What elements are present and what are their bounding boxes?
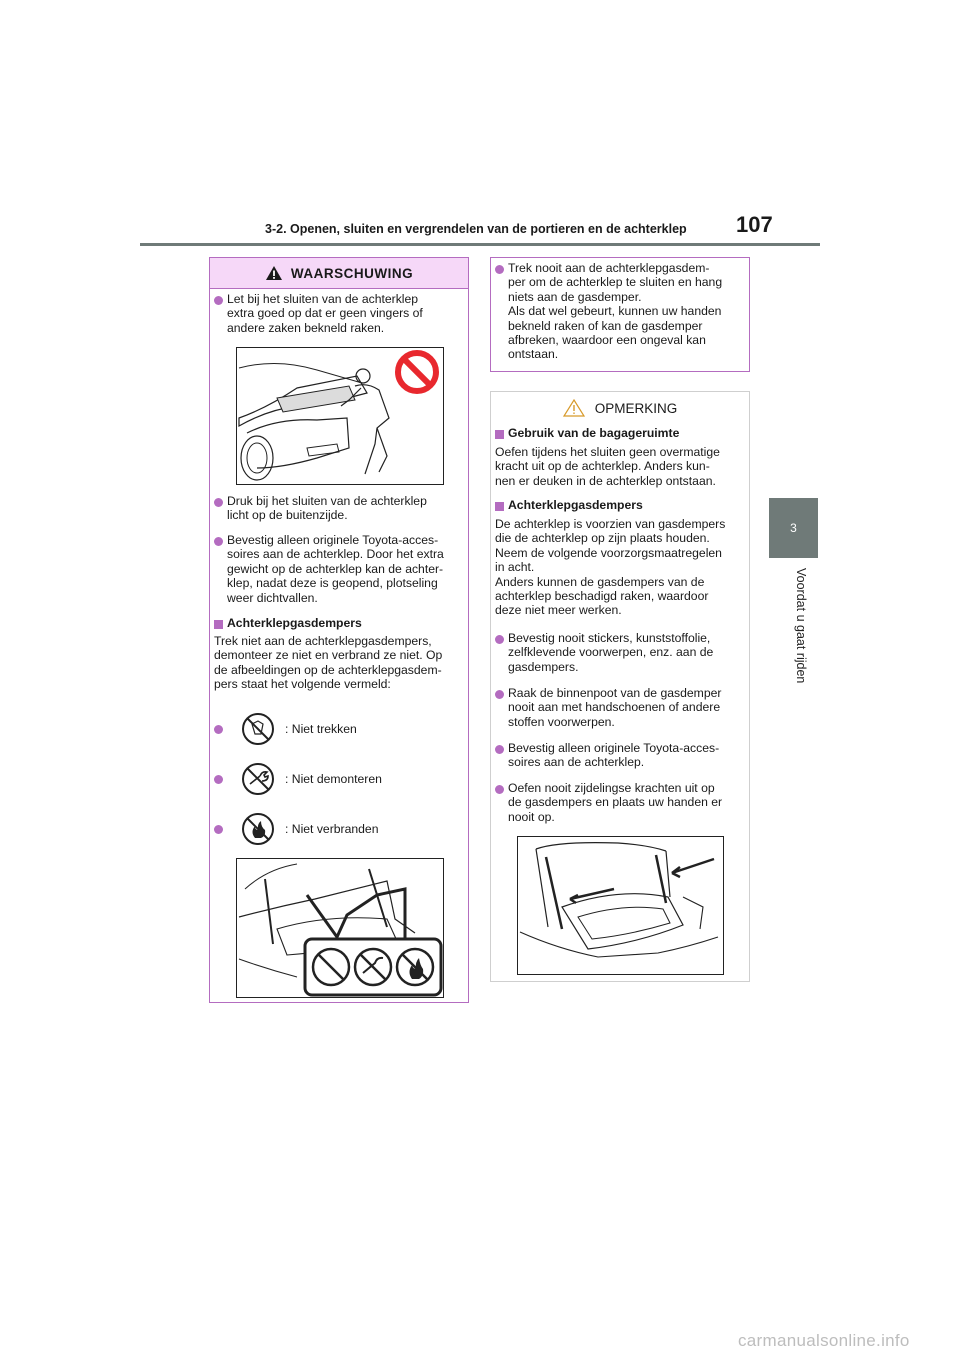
warning-section-title: Achterklepgasdempers <box>227 616 362 630</box>
page-header-title: 3-2. Openen, sluiten en vergrendelen van de portieren en de achterklep <box>265 222 687 236</box>
footer-watermark: carmanualsonline.info <box>738 1331 910 1350</box>
bullet-dot <box>495 785 504 794</box>
bullet-dot <box>495 690 504 699</box>
no-burn-symbol-icon <box>241 812 275 846</box>
bullet-dot <box>214 825 223 834</box>
warning-bullet-3: Bevestig alleen originele Toyota-acces- soires aan de achterklep. Door het extra gewicht op de achterklep kan de achter- klep, nadat deze is geopend, plotseling weer dichtvallen. <box>227 533 444 605</box>
symbol-label-burn: : Niet verbranden <box>285 822 379 836</box>
section-marker <box>214 620 223 629</box>
note-section-2-body: De achterklep is voorzien van gasdempers die de achterklep op zijn plaats houden. Neem de volgende voorzorgsmaatregelen in acht. Anders kunnen de gasdempers van de achterklep beschadigd raken, waardoor deze niet meer werken. <box>495 517 726 618</box>
note-section-1-body: Oefen tijdens het sluiten geen overmatige kracht uit op de achterklep. Anders kun- nen er deuken in de achterklep ontstaan. <box>495 445 720 488</box>
note-bullet-1: Bevestig nooit stickers, kunststoffolie, zelfklevende voorwerpen, enz. aan de gasdempers. <box>508 631 714 674</box>
note-section-2-title: Achterklepgasdempers <box>508 498 643 512</box>
note-bullet-2: Raak de binnenpoot van de gasdemper nooit aan met handschoenen of andere stoffen voorwerpen. <box>508 686 722 729</box>
bullet-dot <box>495 265 504 274</box>
warning-heading: WAARSCHUWING <box>290 265 414 281</box>
bullet-dot <box>214 498 223 507</box>
tailgate-closing-illustration <box>236 347 444 485</box>
warning-bullet-1: Let bij het sluiten van de achterklep extra goed op dat er geen vingers of andere zaken bekneld raken. <box>227 292 423 335</box>
note-bullet-3: Bevestig alleen originele Toyota-acces- soires aan de achterklep. <box>508 741 720 770</box>
note-section-1-title: Gebruik van de bagageruimte <box>508 426 680 440</box>
no-pull-symbol-icon <box>241 712 275 746</box>
chapter-tab: 3 <box>769 498 818 558</box>
bullet-dot <box>495 745 504 754</box>
warning-triangle-icon <box>265 265 283 281</box>
symbol-label-pull: : Niet trekken <box>285 722 357 736</box>
header-divider <box>140 243 820 246</box>
bullet-dot <box>214 296 223 305</box>
note-heading: OPMERKING <box>594 400 678 416</box>
note-header <box>491 393 749 423</box>
no-disassemble-symbol-icon <box>241 762 275 796</box>
page-number: 107 <box>736 212 773 237</box>
open-trunk-struts-illustration <box>517 836 724 975</box>
bullet-dot <box>214 775 223 784</box>
caution-triangle-icon <box>563 399 585 417</box>
warning-section-body: Trek niet aan de achterklepgasdempers, demonteer ze niet en verbrand ze niet. Op de afbeeldingen op de achterklepgasdem- pers staat het volgende vermeld: <box>214 634 443 692</box>
warning-header <box>210 258 468 289</box>
symbol-label-disassemble: : Niet demonteren <box>285 772 382 786</box>
bullet-dot <box>495 635 504 644</box>
gas-strut-labels-illustration <box>236 858 444 998</box>
chapter-side-label: Voordat u gaat rijden <box>794 568 808 684</box>
note-bullet-4: Oefen nooit zijdelingse krachten uit op de gasdempers en plaats uw handen er nooit op. <box>508 781 723 824</box>
warning-bullet-2: Druk bij het sluiten van de achterklep licht op de buitenzijde. <box>227 494 427 523</box>
bullet-dot <box>214 725 223 734</box>
section-marker <box>495 430 504 439</box>
bullet-dot <box>214 537 223 546</box>
warning-continued-bullet: Trek nooit aan de achterklepgasdem- per om de achterklep te sluiten en hang niets aan de gasdemper. Als dat wel gebeurt, kunnen uw handen bekneld raken of kan de gasdemper afbreken, waardoor een ongeval kan ontstaan. <box>508 261 723 362</box>
section-marker <box>495 502 504 511</box>
